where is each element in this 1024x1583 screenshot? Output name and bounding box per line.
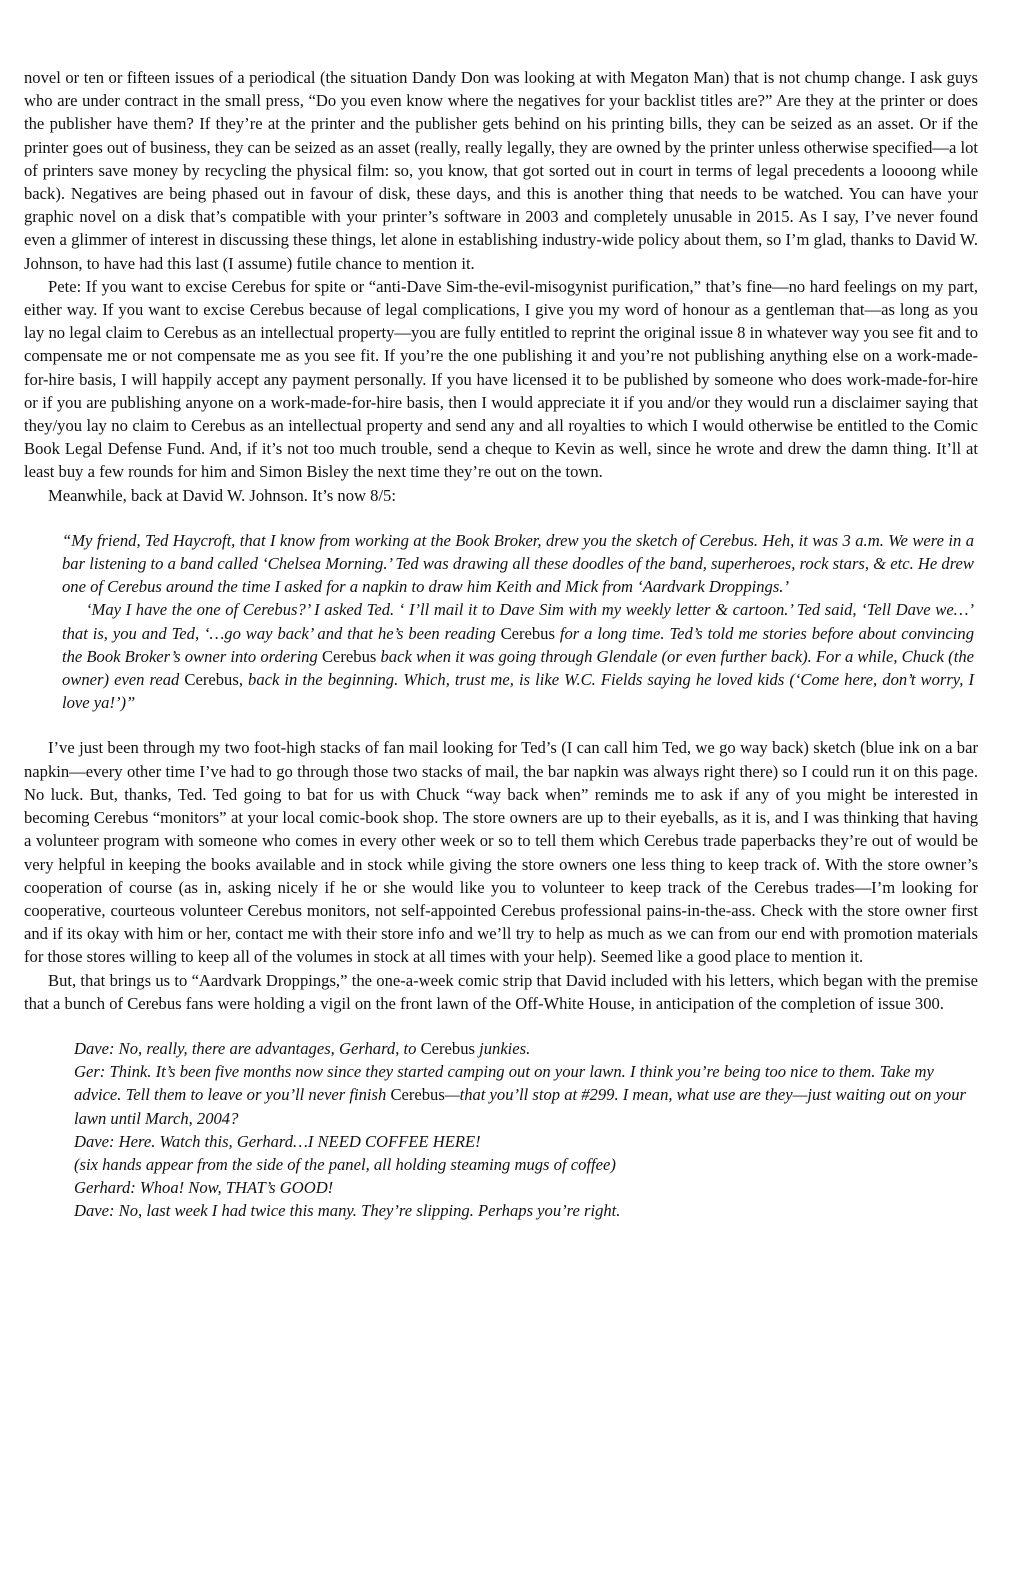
dialog-text: junkies.: [474, 1038, 531, 1058]
dialog-title: Cerebus: [420, 1038, 475, 1058]
paragraph-aardvark-droppings: But, that brings us to “Aardvark Droppings,” the one-a-week comic strip that David included with his letters, which began with the premise that a bunch of Cerebus fans were holding a vigil on the front lawn of the Off-White House, in anticipation of the completion of issue 300.: [24, 970, 978, 1013]
quote-text: back when it was going through Glendale (or even further back). For a while, Chuck (the owner) even read: [62, 646, 974, 690]
dialog-text: Dave: No, really, there are advantages, Gerhard, to: [74, 1038, 421, 1058]
letter-quote: [24, 529, 978, 715]
dialog-line: Dave: Here. Watch this, Gerhard…I NEED COFFEE HERE!: [74, 1131, 481, 1151]
quote-title: Cerebus: [184, 670, 239, 690]
dialog-line: [74, 1037, 978, 1060]
dialog-line: [74, 1060, 978, 1130]
dialog-text: Ger: Think. It’s been five months now since they started camping out on your lawn. I think you’re being too nice to them. Take my advice. Tell them to leave or you’ll never finish: [74, 1062, 934, 1105]
quote-text: for a long time. Ted’s told me stories before about convincing the Book Broker’s owner into ordering: [62, 623, 974, 666]
paragraph-meanwhile: Meanwhile, back at David W. Johnson. It’s now 8/5:: [48, 485, 396, 505]
paragraph-fan-mail: I’ve just been through my two foot-high stacks of fan mail looking for Ted’s (I can call him Ted, we go way back) sketch (blue ink on a bar napkin—every other time I’ve had to go through those two stacks of mail, the bar napkin was always right there) so I could run it on this page. No luck. But, thanks, Ted. Ted going to bat for us with Chuck “way back when” reminds me to ask if any of you might be interested in becoming Cerebus “monitors” at your local comic-book shop. The store owners are up to their eyeballs, as it is, and I was thinking that having a volunteer program with someone who comes in every other week or so to tell them which Cerebus trade paperbacks they’re out of would be very helpful in keeping the books available and in stock while giving the store owners one less thing to keep track of. With the store owner’s cooperation of course (as in, asking nicely if he or she would like you to volunteer to keep track of the Cerebus trades—I’m looking for cooperative, courteous volunteer Cerebus monitors, not self-appointed Cerebus professional pains-in-the-ass. Check with the store owner first and if its okay with him or her, contact me with their store info and we’ll try to help as much as we can from our end with promotion materials for those stores willing to keep all of the volumes in stock at all times with your help). Seemed like a good place to mention it.: [24, 738, 978, 967]
paragraph-negatives: novel or ten or fifteen issues of a periodical (the situation Dandy Don was looking at with Megaton Man) that is not chump change. I ask guys who are under contract in the small press, “Do you even know where the negatives for your backlist titles are?” Are they at the printer or does the publisher have them? If they’re at the printer and the publisher gets behind on his printing bills, they can be seized as an asset. Or if the printer goes out of business, they can be seized as an asset (really, really legally, they are owned by the printer unless otherwise specified—a lot of printers save money by recycling the physical film: so, you know, that got sorted out in court in terms of legal precedents a loooong while back). Negatives are being phased out in favour of disk, these days, and this is another thing that needs to be watched. You can have your graphic novel on a disk that’s compatible with your printer’s software in 2003 and completely unusable in 2015. As I say, I’ve never found even a glimmer of interest in discussing these things, let alone in establishing industry-wide policy about them, so I’m glad, thanks to David W. Johnson, to have had this last (I assume) futile chance to mention it.: [24, 68, 978, 273]
quote-paragraph-1: “My friend, Ted Haycroft, that I know from working at the Book Broker, drew you the sketch of Cerebus. Heh, it was 3 a.m. We were in a bar listening to a band called ‘Chelsea Morning.’ Ted was drawing all these doodles of the band, superheroes, rock stars, & etc. He drew one of Cerebus around the time I asked for a napkin to draw him Keith and Mick from ‘Aardvark Droppings.’: [62, 530, 974, 597]
quote-text: ‘May I have the one of Cerebus?’ I asked Ted. ‘ I’ll mail it to Dave Sim with my weekly letter & cartoon.’ Ted said, ‘Tell Dave we…’ that is, you and Ted, ‘…go way back’ and that he’s been reading: [62, 600, 974, 643]
dialog-line: Gerhard: Whoa! Now, THAT’s GOOD!: [74, 1178, 334, 1198]
dialog-line: (six hands appear from the side of the panel, all holding steaming mugs of coffee): [74, 1154, 616, 1174]
comic-strip-dialog: [74, 1037, 978, 1223]
dialog-title: Cerebus: [390, 1085, 445, 1105]
quote-paragraph-2: [62, 598, 974, 714]
document-page: [24, 66, 978, 1223]
dialog-text: —that you’ll stop at #299. I mean, what use are they—just waiting out on your lawn until March, 2004?: [74, 1085, 966, 1128]
quote-text: , back in the beginning. Which, trust me, is like W.C. Fields saying he loved kids (‘Come here, don’t worry, I love ya!’)”: [62, 670, 974, 713]
quote-title: Cerebus: [321, 646, 377, 666]
dialog-line: Dave: No, last week I had twice this many. They’re slipping. Perhaps you’re right.: [74, 1201, 621, 1221]
paragraph-pete: Pete: If you want to excise Cerebus for spite or “anti-Dave Sim-the-evil-misogynist purification,” that’s fine—no hard feelings on my part, either way. If you want to excise Cerebus because of legal complications, I give you my word of honour as a gentleman that—as long as you lay no legal claim to Cerebus as an intellectual property—you are fully entitled to reprint the original issue 8 in whatever way you see fit and to compensate me or not compensate me as you see fit. If you’re the one publishing it and you’re not publishing anything else on a work-made-for-hire basis, I will happily accept any payment personally. If you have licensed it to be published by someone who does work-made-for-hire or if you are publishing anyone on a work-made-for-hire basis, then I would appreciate it if you and/or they would run a disclaimer saying that they/you lay no claim to Cerebus as an intellectual property and send any and all royalties to which I would otherwise be entitled to the Comic Book Legal Defense Fund. And, if it’s not too much trouble, send a cheque to Kevin as well, since he wrote and drew the damn thing. It’ll at least buy a few rounds for him and Simon Bisley the next time they’re out on the town.: [24, 276, 978, 482]
quote-title: Cerebus: [500, 623, 555, 643]
